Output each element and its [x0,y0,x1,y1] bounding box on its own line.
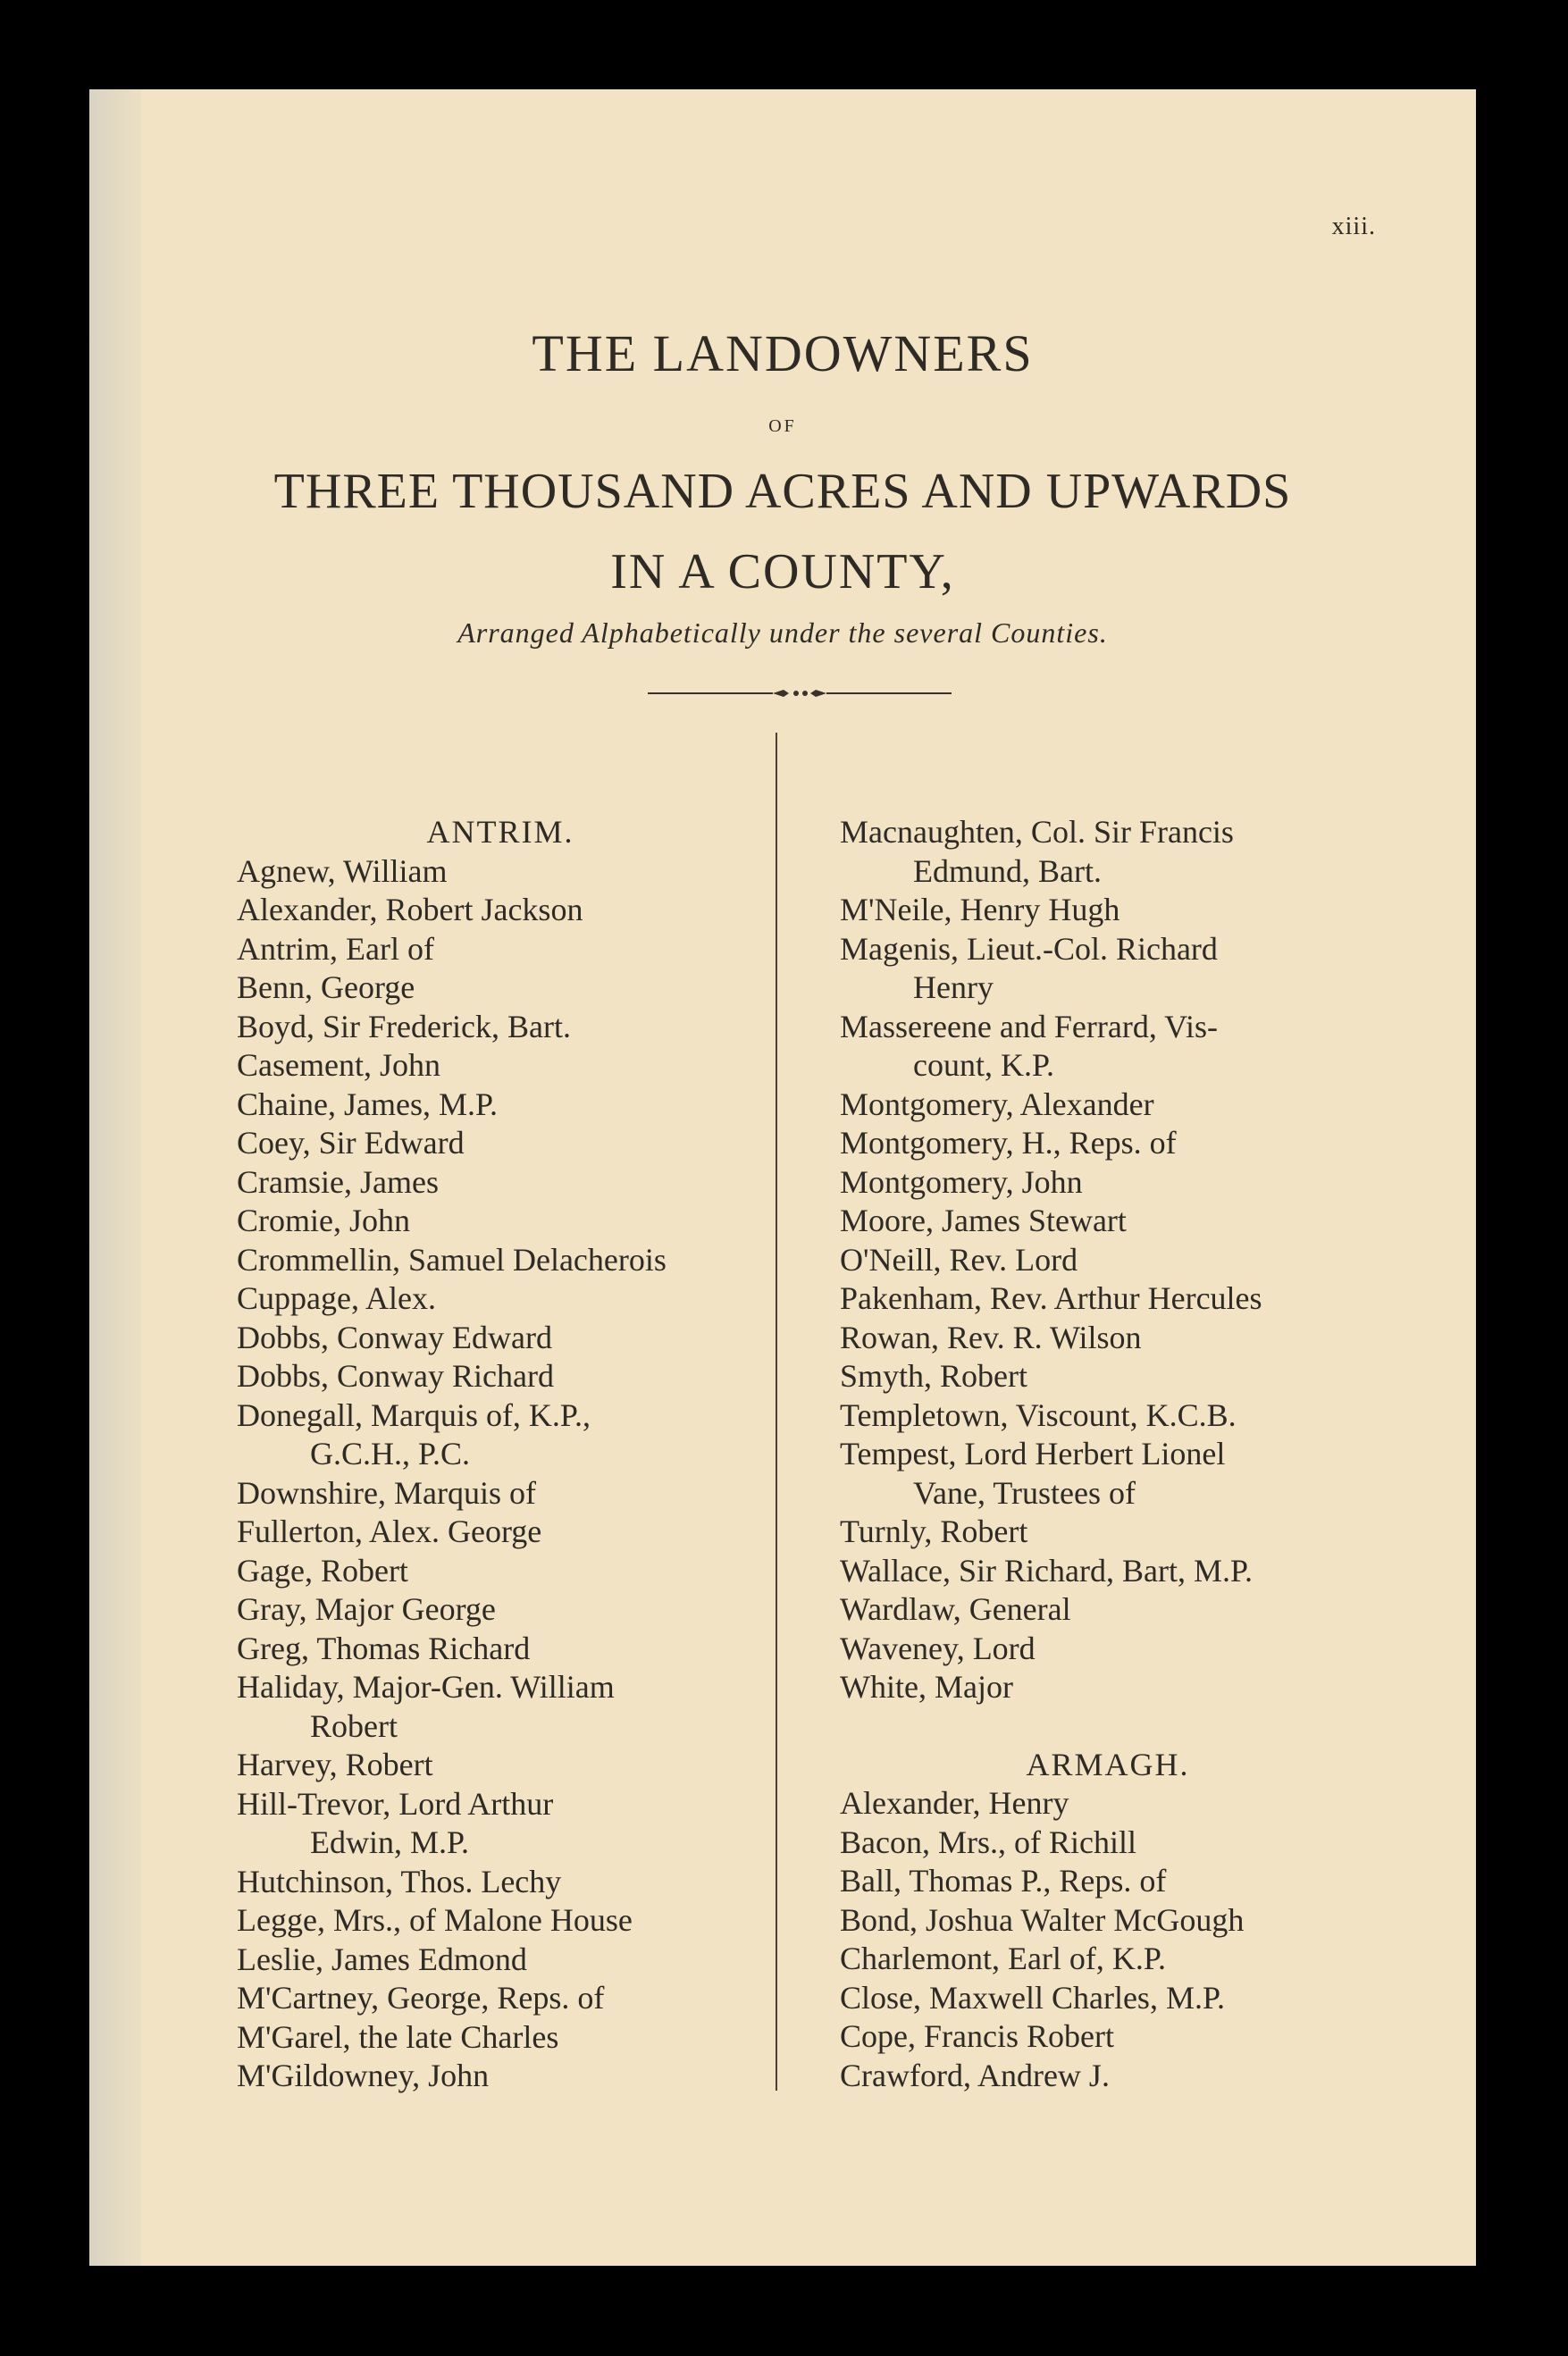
landowner-entry: Greg, Thomas Richard [237,1630,531,1666]
landowner-entry: Downshire, Marquis of [237,1474,536,1511]
landowner-entry: Charlemont, Earl of, K.P. [840,1941,1166,1976]
landowner-entry: Magenis, Lieut.-Col. Richard [840,930,1218,967]
right-column [840,813,1376,2095]
landowner-entry: Antrim, Earl of [237,930,434,967]
landowner-entry-continuation: G.C.H., P.C. [310,1436,471,1471]
landowner-entry: Chaine, James, M.P. [237,1086,498,1122]
landowner-entry: M'Garel, the late Charles [237,2018,559,2055]
landowner-entry: Alexander, Henry [840,1785,1069,1821]
landowner-entry: Leslie, James Edmond [237,1941,527,1977]
landowner-entry: Gray, Major George [237,1591,496,1627]
right-entries-list [840,813,1376,1707]
landowner-entry: Hutchinson, Thos. Lechy [237,1863,562,1899]
title-line-1: THE LANDOWNERS [532,324,1034,382]
landowner-entry-continuation: Edwin, M.P. [310,1824,470,1860]
title-line-3: IN A COUNTY, [610,544,955,599]
landowner-entry: Hill-Trevor, Lord Arthur [237,1785,554,1822]
landowner-entry: Fullerton, Alex. George [237,1513,542,1549]
landowner-entry: Pakenham, Rev. Arthur Hercules [840,1280,1262,1316]
landowner-entry: Cope, Francis Robert [840,2018,1114,2054]
page-number: xiii. [1331,213,1376,240]
landowner-entry: Boyd, Sir Frederick, Bart. [237,1008,571,1044]
landowner-entry: Benn, George [237,969,415,1005]
landowner-entry: Tempest, Lord Herbert Lionel [840,1436,1226,1471]
landowner-entry: M'Cartney, George, Reps. of [237,1980,605,2016]
title-of: OF [768,416,797,436]
landowner-entry: Dobbs, Conway Richard [237,1358,554,1394]
landowner-entry: O'Neill, Rev. Lord [840,1241,1078,1278]
landowner-entry: Moore, James Stewart [840,1203,1127,1238]
landowner-entry: Agnew, William [237,852,448,889]
landowner-entry: M'Neile, Henry Hugh [840,892,1120,927]
landowner-entry-continuation: Robert [310,1707,398,1744]
title-line-2: THREE THOUSAND ACRES AND UPWARDS [273,464,1292,519]
landowner-entry: Turnly, Robert [840,1513,1028,1549]
landowner-entry: Alexander, Robert Jackson [237,892,583,927]
landowner-entry: Crommellin, Samuel Delacherois [237,1241,667,1278]
ornament-rule [648,684,952,702]
landowner-entry: White, Major [840,1669,1013,1705]
landowner-entry: Bacon, Mrs., of Richill [840,1824,1136,1860]
landowner-entry: Montgomery, H., Reps. of [840,1125,1177,1161]
landowner-entry: Coey, Sir Edward [237,1125,465,1161]
landowner-entry: Harvey, Robert [237,1747,433,1782]
landowner-entry: Gage, Robert [237,1552,408,1589]
book-page [89,89,1476,2266]
landowner-entry: Haliday, Major-Gen. William [237,1669,615,1705]
landowner-entry: Dobbs, Conway Edward [237,1319,552,1355]
landowner-entry: Massereene and Ferrard, Vis- [840,1008,1219,1044]
landowner-entry-continuation: Henry [913,969,994,1005]
landowner-entry: Crawford, Andrew J. [840,2057,1110,2093]
subtitle: Arranged Alphabetically under the several Counties. [457,616,1108,649]
landowner-entry-continuation: Edmund, Bart. [913,852,1102,889]
landowner-entry: Donegall, Marquis of, K.P., [237,1396,591,1433]
landowner-entry: Wallace, Sir Richard, Bart, M.P. [840,1552,1254,1589]
landowner-entry: Montgomery, John [840,1163,1083,1200]
column-divider [776,733,777,2091]
landowner-entry: Cuppage, Alex. [237,1280,436,1316]
landowner-entry-continuation: Vane, Trustees of [913,1474,1136,1511]
left-column [237,813,764,2096]
armagh-entries-list [840,1784,1376,2095]
landowner-entry: Legge, Mrs., of Malone House [237,1902,633,1938]
left-entries-list [237,852,764,2096]
landowner-entry: Macnaughten, Col. Sir Francis [840,814,1234,850]
landowner-entry-continuation: count, K.P. [913,1047,1055,1083]
landowner-entry: Rowan, Rev. R. Wilson [840,1319,1142,1355]
county-heading-antrim: ANTRIM. [426,814,574,850]
landowner-entry: Close, Maxwell Charles, M.P. [840,1979,1225,2016]
landowner-entry: Montgomery, Alexander [840,1086,1154,1122]
landowner-entry: Smyth, Robert [840,1358,1028,1394]
landowner-entry: Templetown, Viscount, K.C.B. [840,1396,1237,1433]
landowner-entry: Cramsie, James [237,1163,439,1200]
landowner-entry: Wardlaw, General [840,1591,1071,1627]
county-heading-armagh: ARMAGH. [1026,1746,1190,1782]
landowner-entry: Cromie, John [237,1203,410,1238]
landowner-entry: Casement, John [237,1047,440,1083]
landowner-entry: M'Gildowney, John [237,2058,490,2093]
landowner-entry: Waveney, Lord [840,1630,1036,1666]
landowner-entry: Bond, Joshua Walter McGough [840,1901,1245,1938]
landowner-entry: Ball, Thomas P., Reps. of [840,1863,1167,1899]
